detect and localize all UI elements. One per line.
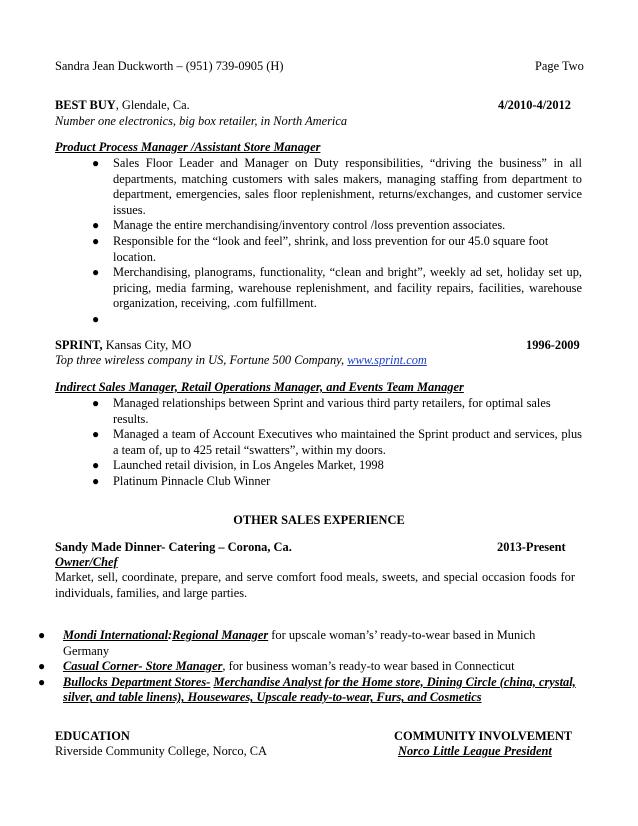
sandy-description: Market, sell, coordinate, prepare, and serve comfort food meals, sweets, and special occasion foods for individuals, families, and large parties. xyxy=(55,570,575,600)
sprint-heading xyxy=(55,338,191,354)
bullet-icon: ● xyxy=(92,233,100,248)
list-item: ● Launched retail division, in Los Angeles Market, 1998 xyxy=(92,458,384,473)
sprint-bullet-list xyxy=(92,396,582,490)
bullet-icon: ● xyxy=(92,156,100,170)
list-item: ● Bullocks Department Stores- Merchandise Analyst for the Home store, Dining Circle (china, crystal, silver, and table linens), Housewares, Upscale ready-to-wear, Furs, and Cosmetics xyxy=(38,674,576,705)
bullet-icon: ● xyxy=(92,396,100,410)
bestbuy-heading xyxy=(55,98,190,114)
list-item xyxy=(92,312,582,328)
other-experience-list xyxy=(38,628,583,706)
bullet-icon: ● xyxy=(38,674,46,689)
bullet-icon: ● xyxy=(38,628,46,642)
list-item: ● Sales Floor Leader and Manager on Duty responsibilities, “driving the business” in all departments, matching customers with sales makers, managing staffing from department to department, emergencies, sales floor replenishment, returns/exchanges, and customer service issues. xyxy=(92,156,582,217)
sandy-dates: 2013-Present xyxy=(497,540,566,554)
bullet-icon: ● xyxy=(92,458,100,473)
bestbuy-company: BEST BUY xyxy=(55,98,116,112)
sandy-company: Sandy Made Dinner- Catering – Corona, Ca. xyxy=(55,540,292,554)
sprint-location: Kansas City, MO xyxy=(102,338,192,352)
list-item: ● Managed a team of Account Executives who maintained the Sprint product and services, plus a team of, up to 425 retail “swatters”, within my doors. xyxy=(92,427,582,457)
sprint-description: Top three wireless company in US, Fortune 500 Company, www.sprint.com xyxy=(55,353,427,367)
bestbuy-description: Number one electronics, big box retailer, in North America xyxy=(55,114,348,128)
bullet-icon: ● xyxy=(92,265,100,280)
list-item: ● Responsible for the “look and feel”, shrink, and loss prevention for our 45.0 square foot location. xyxy=(92,233,549,264)
sprint-job-title: Indirect Sales Manager, Retail Operations Manager, and Events Team Manager xyxy=(55,380,464,394)
sprint-dates: 1996-2009 xyxy=(526,338,580,352)
community-role: Norco Little League President xyxy=(398,744,552,758)
sprint-company: SPRINT, xyxy=(55,338,103,352)
list-item: ● Merchandising, planograms, functionality, “clean and bright”, weekly ad set, holiday set up, pricing, media farming, warehouse replenishment, and facility repairs, facilities, warehouse organization, receiving, .com fulfillment. xyxy=(92,265,582,311)
header-page-label: Page Two xyxy=(535,59,584,73)
bestbuy-dates: 4/2010-4/2012 xyxy=(498,98,571,112)
community-heading: COMMUNITY INVOLVEMENT xyxy=(394,729,573,743)
education-school: Riverside Community College, Norco, CA xyxy=(55,744,267,758)
bestbuy-bullet-list xyxy=(92,156,582,328)
bullet-icon: ● xyxy=(92,473,100,488)
list-item: ● Manage the entire merchandising/inventory control /loss prevention associates. xyxy=(92,218,506,233)
sprint-website-link[interactable]: www.sprint.com xyxy=(347,353,427,367)
education-heading: EDUCATION xyxy=(55,729,130,743)
sandy-job-title: Owner/Chef xyxy=(55,555,118,569)
list-item: ● Mondi International:Regional Manager for upscale woman’s’ ready-to-wear based in Munich Germany xyxy=(38,628,536,658)
bullet-icon: ● xyxy=(38,659,46,674)
bestbuy-job-title: Product Process Manager /Assistant Store Manager xyxy=(55,140,321,154)
list-item: ● Casual Corner- Store Manager, for business woman’s ready-to wear based in Connecticut xyxy=(38,659,515,674)
header-name-phone: Sandra Jean Duckworth – (951) 739-0905 (H) xyxy=(55,59,284,73)
bullet-icon: ● xyxy=(92,427,100,442)
bullet-icon: ● xyxy=(92,218,100,233)
bullet-icon: ● xyxy=(92,311,100,326)
list-item: ● Platinum Pinnacle Club Winner xyxy=(92,473,271,488)
bestbuy-location: , Glendale, Ca. xyxy=(115,98,190,112)
list-item: ● Managed relationships between Sprint and various third party retailers, for optimal sales results. xyxy=(92,396,551,426)
other-sales-heading: OTHER SALES EXPERIENCE xyxy=(233,513,405,527)
